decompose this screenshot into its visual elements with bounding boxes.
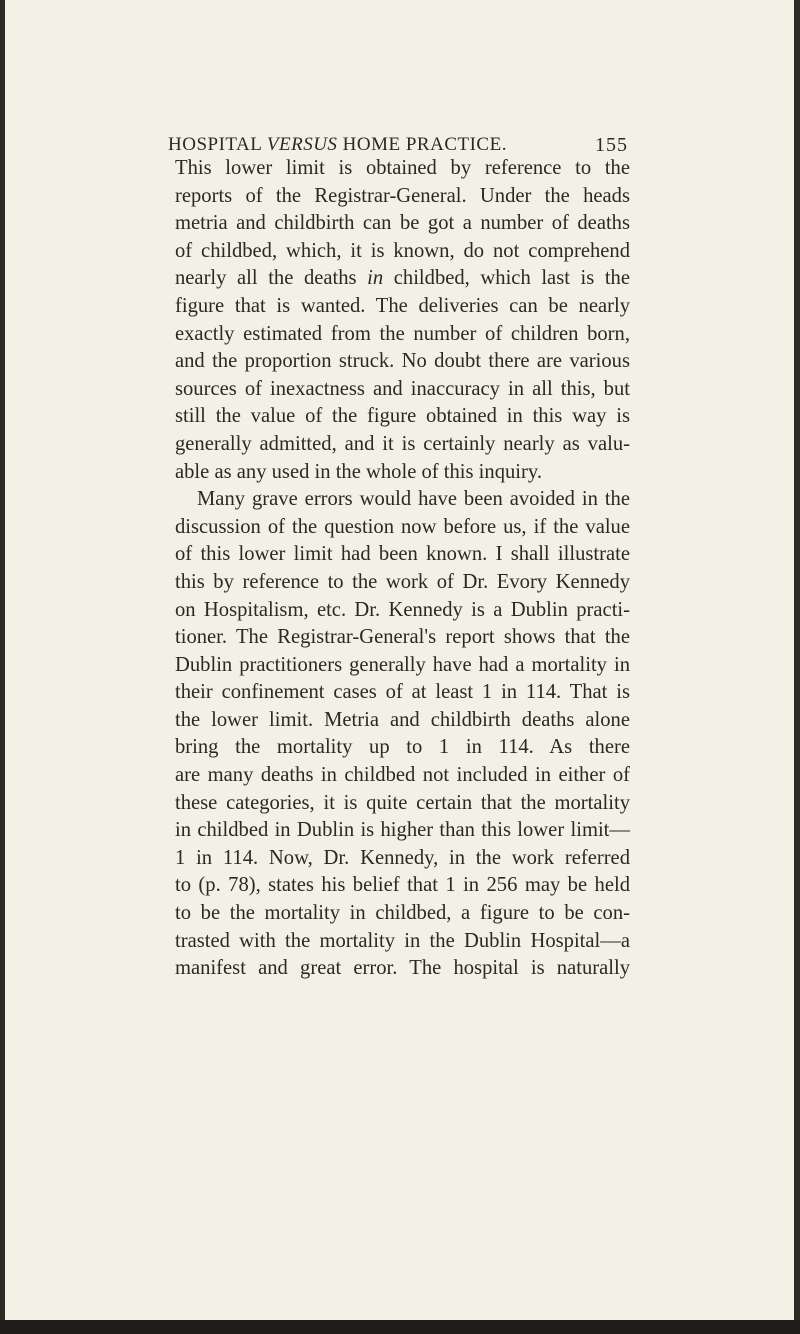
text-line: to (p. 78), states his belief that 1 in 256 may be held [175,874,630,897]
text-line: their confinement cases of at least 1 in 114. That is [175,681,630,704]
text-line: to be the mortality in childbed, a figure to be con- [175,902,630,925]
text-line: sources of inexactness and inaccuracy in all this, but [175,377,630,400]
text-line: Dublin practitioners generally have had a mortality in [175,653,630,676]
text-line: of this lower limit had been known. I shall illustrate [175,543,630,566]
text-line: discussion of the question now before us, if the value [175,515,630,538]
emphasis-in: in [367,267,384,290]
page-left-edge [0,0,5,1334]
text-line: still the value of the figure obtained in this way is [175,405,630,428]
text-line: This lower limit is obtained by reference to the [175,157,630,179]
text-line: generally admitted, and it is certainly nearly as valu- [175,432,630,455]
text-line: exactly estimated from the number of children born, [175,322,630,345]
text-line: on Hospitalism, etc. Dr. Kennedy is a Dublin practi- [175,598,630,621]
text-line: Many grave errors would have been avoided in the [197,488,630,511]
page-bottom-edge [0,1320,800,1334]
page-number: 155 [595,134,628,156]
text-line: bring the mortality up to 1 in 114. As there [175,736,630,759]
text-line: 1 in 114. Now, Dr. Kennedy, in the work referred [175,846,630,869]
running-title: HOSPITAL VERSUS HOME PRACTICE. [168,134,507,155]
text-line: able as any used in the whole of this inquiry. [175,460,542,483]
text-line: of childbed, which, it is known, do not comprehend [175,239,630,262]
text-line: and the proportion struck. No doubt there are various [175,350,630,373]
text-line: trasted with the mortality in the Dublin Hospital—a [175,929,630,952]
body-text [175,155,630,983]
text-line: are many deaths in childbed not included in either of [175,764,630,787]
running-title-italic: VERSUS [266,134,338,155]
text-line: figure that is wanted. The deliveries can be nearly [175,294,630,317]
text-line: nearly all the deaths in childbed, which last is the [175,267,630,290]
text-line: these categories, it is quite certain that the mortality [175,791,630,814]
text-line: the lower limit. Metria and childbirth deaths alone [175,708,630,731]
text-line: metria and childbirth can be got a number of deaths [175,212,630,235]
page-right-edge [794,0,800,1334]
text-line: this by reference to the work of Dr. Evory Kennedy [175,570,630,593]
text-line: reports of the Registrar-General. Under the heads [175,184,630,207]
text-line: in childbed in Dublin is higher than this lower limit— [175,819,630,842]
text-line: tioner. The Registrar-General's report shows that the [175,626,630,649]
text-line: manifest and great error. The hospital is naturally [175,957,630,980]
